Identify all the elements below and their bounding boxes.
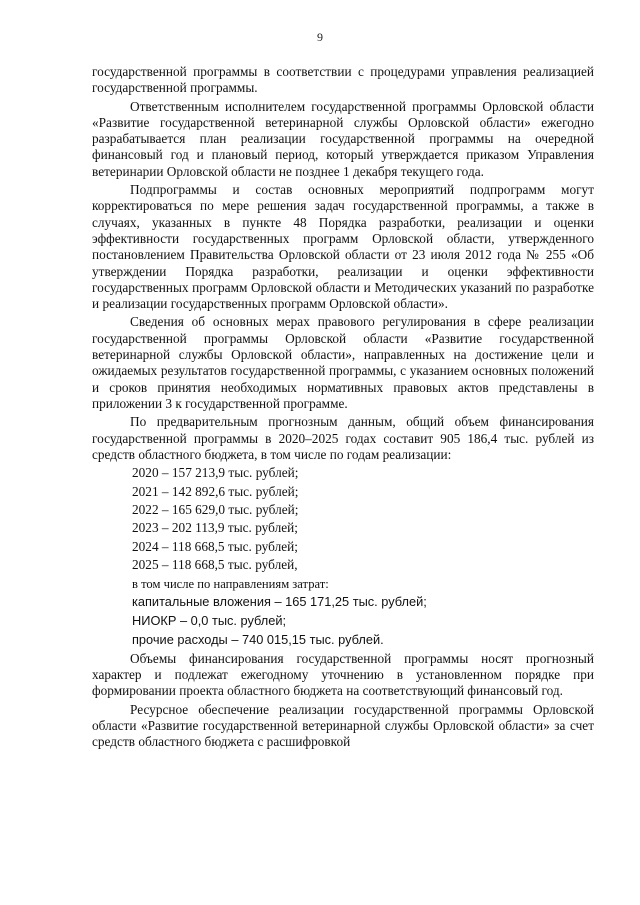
paragraph-resource-provision: Ресурсное обеспечение реализации государственной программы Орловской области «Развитие государственной ветеринарной службы Орловской области» за счет средств областного бюджета с расшифровкой: [92, 701, 594, 750]
paragraph-continuation: государственной программы в соответствии с процедурами управления реализацией государственной программы.: [92, 64, 594, 96]
list-item: 2021 – 142 892,6 тыс. рублей;: [132, 483, 299, 499]
list-item: 2020 – 157 213,9 тыс. рублей;: [132, 465, 299, 481]
paragraph-financing-forecast: Объемы финансирования государственной программы носят прогнозный характер и подлежат ежегодному уточнению в установленном порядке при формировании проекта областного бюджета на соответствующий финансовый год.: [92, 650, 594, 699]
page-number: 9: [317, 30, 323, 44]
paragraph-responsible-executor: Ответственным исполнителем государственной программы Орловской области «Развитие государственной ветеринарной службы Орловской области» ежегодно разрабатывается план реализации государственной программы на очередной финансовый год и плановый период, который утверждается приказом Управления ветеринарии Орловской области не позднее 1 декабря текущего года.: [92, 98, 594, 179]
list-item: капитальные вложения – 165 171,25 тыс. рублей;: [132, 593, 427, 609]
list-item: прочие расходы – 740 015,15 тыс. рублей.: [132, 631, 384, 647]
financing-by-direction-list: [92, 594, 594, 648]
paragraph-subprograms: Подпрограммы и состав основных мероприятий подпрограмм могут корректироваться по мере решения задач государственной программы, а также в случаях, указанных в пункте 48 Порядка разработки, реализации и оценки эффективности государственных программ Орловской области, утвержденного постановлением Правительства Орловской области от 23 июля 2012 года № 255 «Об утверждении Порядка разработки, реализации и оценки эффективности государственных программ Орловской области и Методических указаний по разработке и реализации государственных программ Орловской области».: [92, 182, 594, 312]
list-item: 2022 – 165 629,0 тыс. рублей;: [132, 501, 299, 517]
financing-by-year-list: [92, 465, 594, 572]
paragraph-legal-regulation: Сведения об основных мерах правового регулирования в сфере реализации государственной программы Орловской области «Развитие государственной ветеринарной службы Орловской области», направленных на достижение цели и ожидаемых результатов государственной программы, с указанием основных положений и сроков принятия необходимых нормативных правовых актов представлены в приложении 3 к государственной программе.: [92, 314, 594, 411]
list-item: 2025 – 118 668,5 тыс. рублей,: [132, 557, 298, 573]
directions-intro: в том числе по направлениям затрат:: [132, 576, 329, 591]
list-item: 2023 – 202 113,9 тыс. рублей;: [132, 520, 298, 536]
list-item: НИОКР – 0,0 тыс. рублей;: [132, 612, 287, 628]
list-item: 2024 – 118 668,5 тыс. рублей;: [132, 538, 298, 554]
page-content: [92, 64, 594, 753]
paragraph-financing-total: По предварительным прогнозным данным, общий объем финансирования государственной программы в 2020–2025 годах составит 905 186,4 тыс. рублей из средств областного бюджета, в том числе по годам реализации:: [92, 414, 594, 462]
